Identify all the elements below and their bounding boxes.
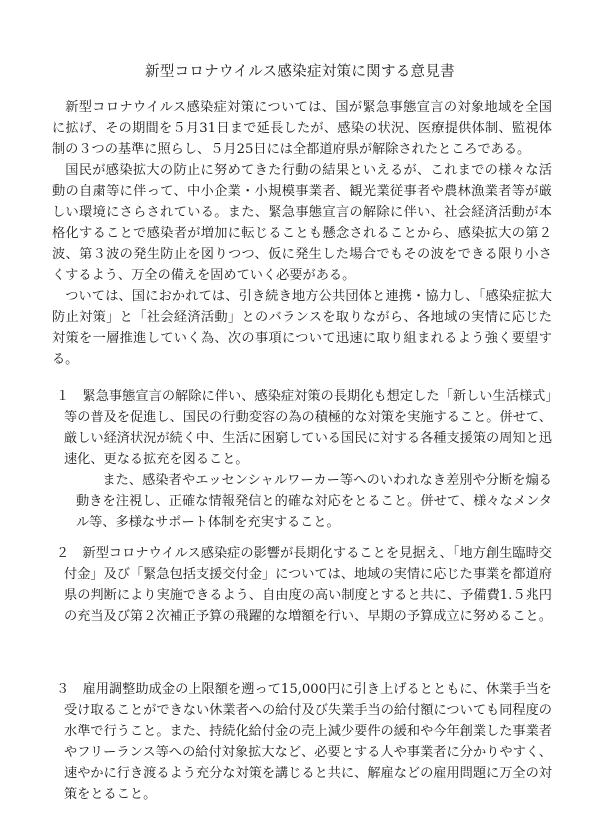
item-content [64,386,552,533]
request-item-3 [56,679,552,805]
document-title: 新型コロナウイルス感染症対策に関する意見書 [145,64,455,80]
item-number: ３ [56,682,70,697]
item-paragraph: 新型コロナウイルス感染症の影響が長期化することを見据え、「地方創生臨時交付金」及び「緊急包括支援交付金」については、地域の実情に応じた事業を都道府県の判断により実施できるよう、自由度の高い制度とすると共に、予備費1.５兆円の充当及び第２次補正予算の飛躍的な増額を行い、早期の予算成立に努めること。 [64,546,552,624]
request-item-2 [56,543,552,627]
intro-paragraph-1: 新型コロナウイルス感染症対策については、国が緊急事態宣言の対象地域を全国に拡げ、その期間を５月31日まで延長したが、感染の状況、医療提供体制、監視体制の３つの基準に照らし、５月25日には全都道府県が解除されたところである。 [52,100,552,157]
item-paragraph: 雇用調整助成金の上限額を遡って15,000円に引き上げるとともに、休業手当を受け取ることができない休業者への給付及び失業手当の給付額についても同程度の水準で行うこと。また、持続化給付金の売上減少要件の緩和や今年創業した事業者やフリーランス等への給付対象拡大など、必要とする人や事業者に分かりやすく、速やかに行き渡るよう充分な対策を講じると共に、解雇などの雇用問題に万全の対策をとること。 [64,682,552,802]
item-paragraph: 緊急事態宣言の解除に伴い、感染症対策の長期化も想定した「新しい生活様式」等の普及を促進し、国民の行動変容の為の積極的な対策を実施すること。併せて、厳しい経済状況が続く中、生活に困窮している国民に対する各種支援策の周知と迅速化、更なる拡充を図ること。 [64,389,552,467]
item-content [64,543,552,627]
request-item-1 [56,386,552,533]
intro-section [52,97,552,370]
intro-paragraph-3: ついては、国におかれては、引き続き地方公共団体と連携・協力し、「感染症拡大防止対策」と「社会経済活動」とのバランスを取りながら、各地域の実情に応じた対策を一層推進していく為、次の事項について迅速に取り組まれるよう強く要望する。 [52,289,552,367]
item-number: １ [56,389,70,404]
item-number: ２ [56,546,70,561]
item-content [64,679,552,805]
intro-paragraph-2: 国民が感染拡大の防止に努めてきた行動の結果といえるが、これまでの様々な活動の自粛等に伴って、中小企業・小規模事業者、観光業従事者や農林漁業者等が厳しい環境にさらされている。また、緊急事態宣言の解除に伴い、社会経済活動が本格化することで感染者が増加に転じることも懸念されることから、感染拡大の第２波、第３波の発生防止を図りつつ、仮に発生した場合でもその波をできる限り小さくするよう、万全の備えを固めていく必要がある。 [52,163,552,283]
item-paragraph: また、感染者やエッセンシャルワーカー等へのいわれなき差別や分断を煽る動きを注視し、正確な情報発信と的確な対応をとること。併せて、様々なメンタル等、多様なサポート体制を充実すること。 [76,473,552,530]
